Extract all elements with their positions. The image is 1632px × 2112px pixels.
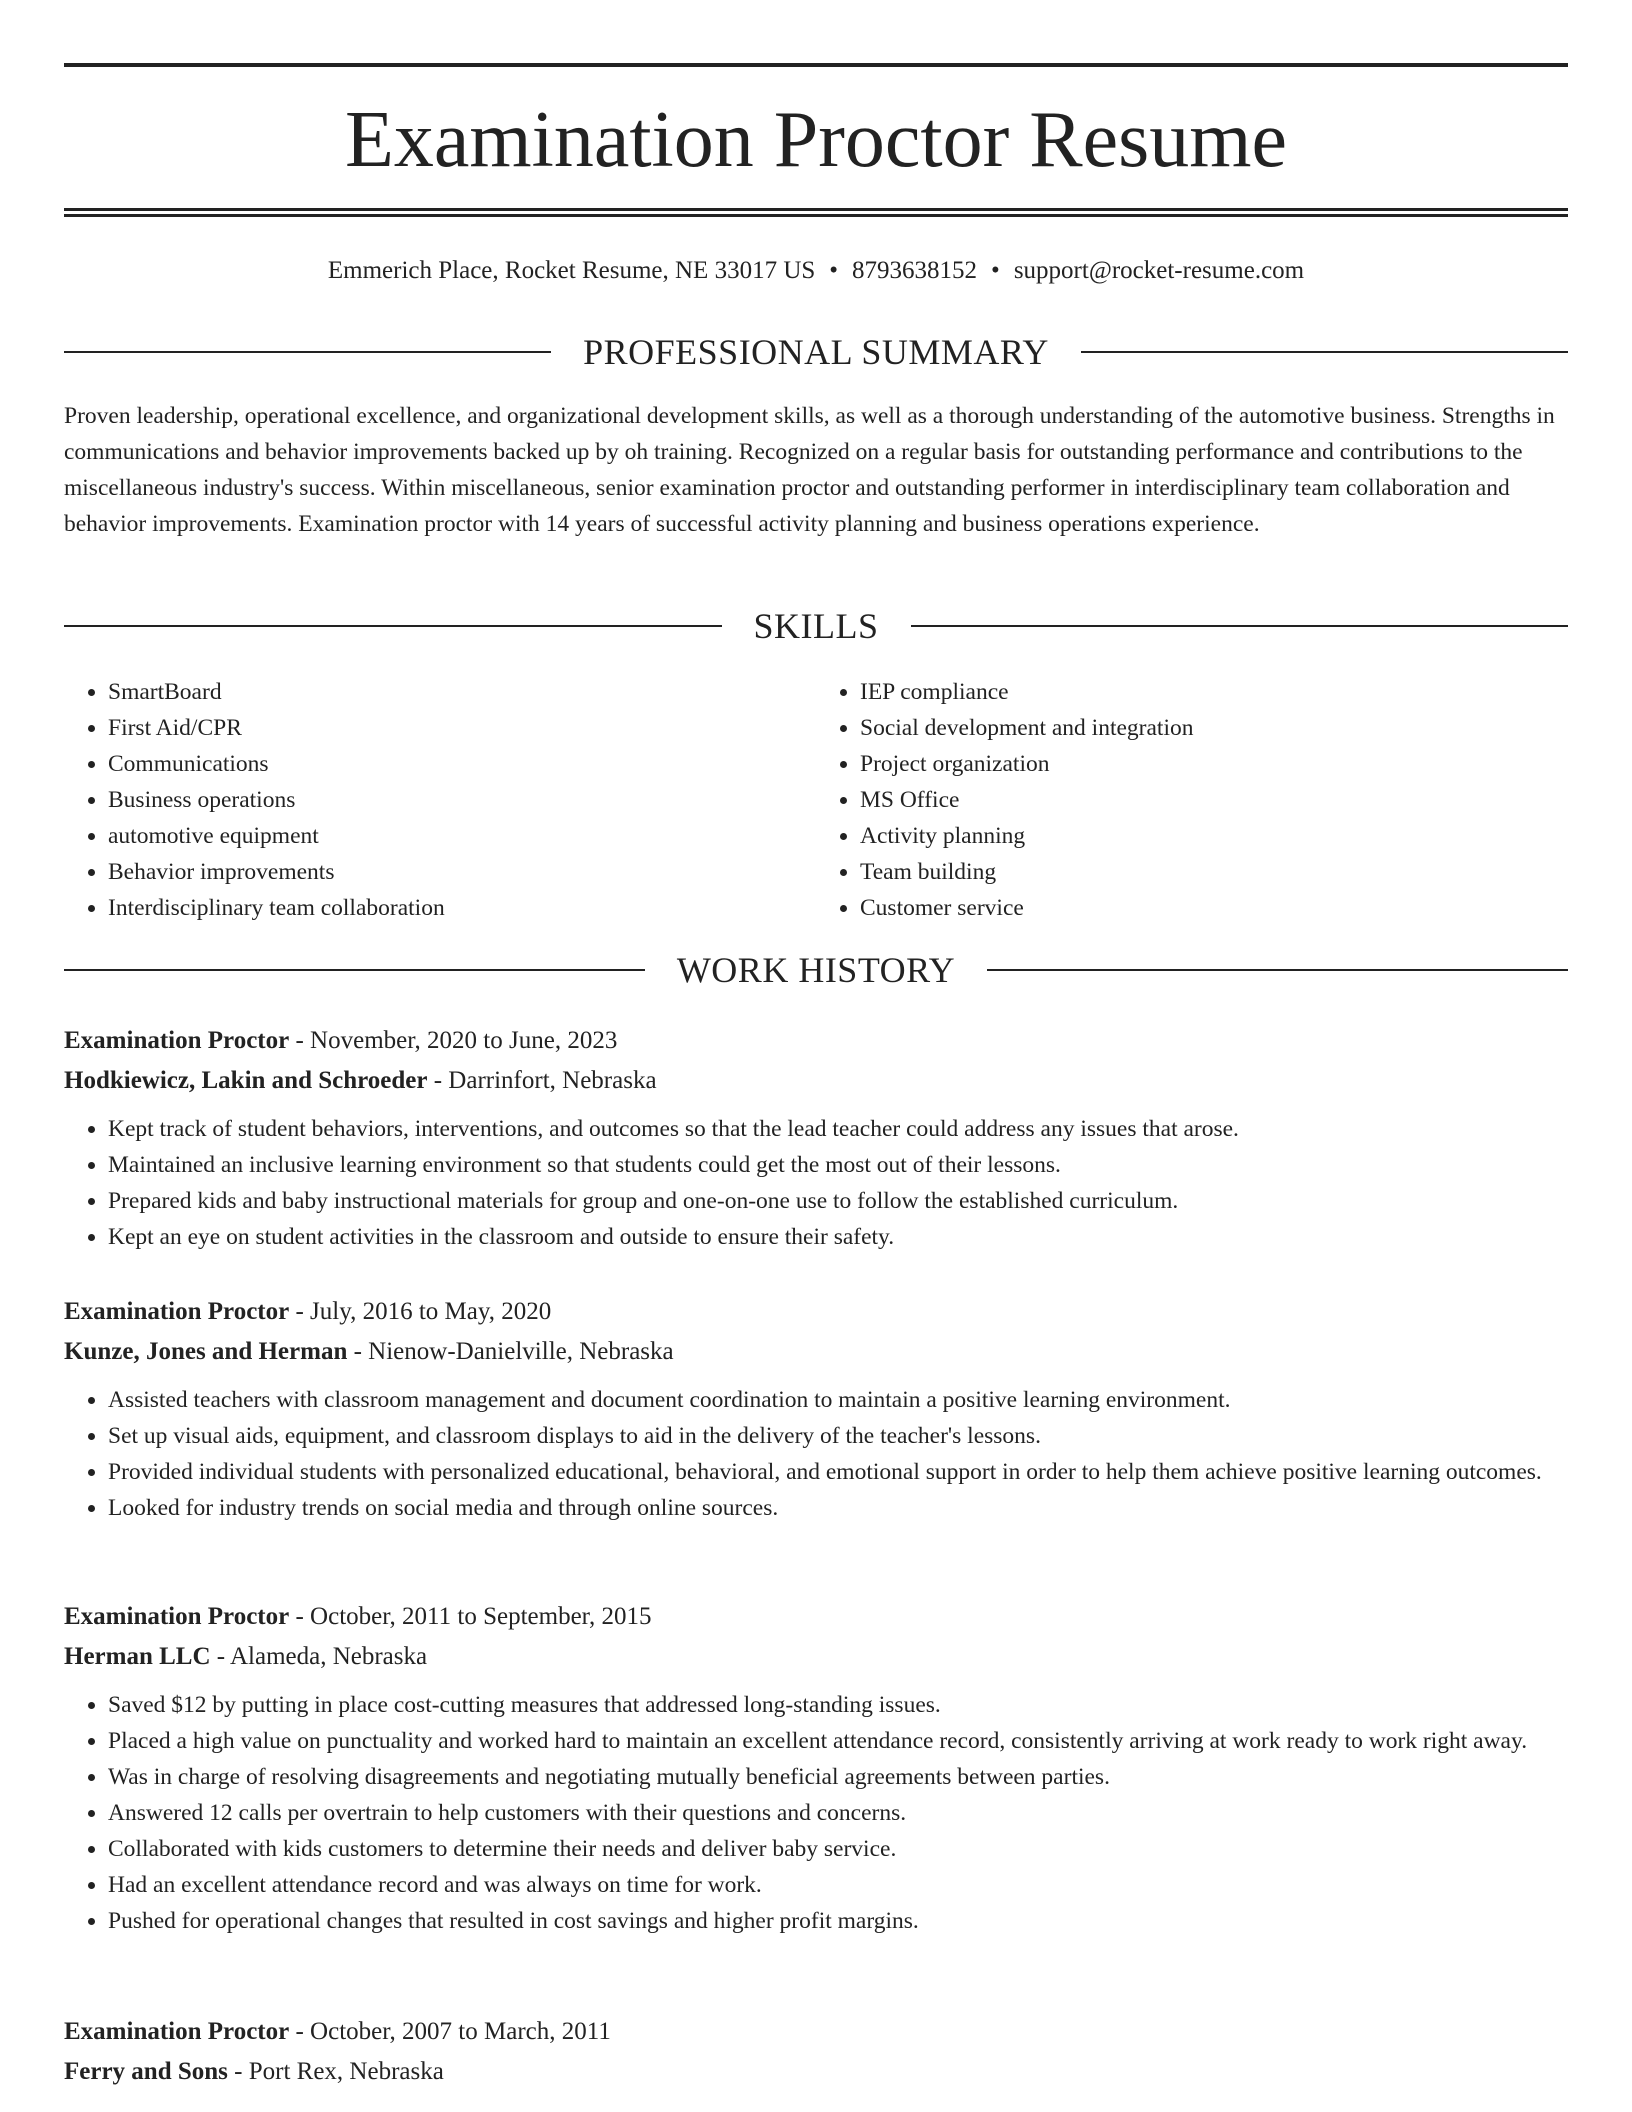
skill-item: • Interdisciplinary team collaboration (108, 890, 816, 926)
job-title-line (64, 1021, 1568, 1061)
job-company-line (64, 1637, 1568, 1677)
job-entry (64, 1292, 1568, 1526)
skill-item: • IEP compliance (860, 674, 1568, 710)
skill-item: • First Aid/CPR (108, 710, 816, 746)
job-bullet: • Placed a high value on punctuality and worked hard to maintain an excellent attendance record, consistently arriving at work ready to work right away. (108, 1723, 1568, 1759)
heading-rule-right (911, 625, 1569, 627)
job-title-line (64, 1292, 1568, 1332)
job-location: - Darrinfort, Nebraska (427, 1067, 657, 1094)
job-title: Examination Proctor (64, 2018, 290, 2045)
job-bullet: • Pushed for operational changes that resulted in cost savings and higher profit margins. (108, 1903, 1568, 1939)
skill-item: • Team building (860, 854, 1568, 890)
job-title: Examination Proctor (64, 1603, 290, 1630)
heading-rule-left (64, 351, 551, 353)
skills-heading-label: SKILLS (753, 606, 879, 646)
contact-separator: • (829, 257, 839, 284)
skill-item: • SmartBoard (108, 674, 816, 710)
job-bullet: • Answered 12 calls per overtrain to help customers with their questions and concerns. (108, 1795, 1568, 1831)
job-title-line (64, 1597, 1568, 1637)
contact-address: Emmerich Place, Rocket Resume, NE 33017 US (327, 257, 816, 284)
job-bullet: • Provided individual students with personalized educational, behavioral, and emotional support in order to help them achieve positive learning outcomes. (108, 1454, 1568, 1490)
contact-separator: • (991, 257, 1000, 284)
job-bullets (64, 1382, 1568, 1526)
skill-item: • Business operations (108, 782, 816, 818)
resume-title: Examination Proctor Resume (344, 96, 1288, 184)
skill-item: • Social development and integration (860, 710, 1568, 746)
job-bullet: • Prepared kids and baby instructional materials for group and one-on-one use to follow the established curriculum. (108, 1183, 1568, 1219)
contact-email: support@rocket-resume.com (1013, 257, 1305, 284)
job-bullets (64, 1687, 1568, 1939)
job-company: Ferry and Sons (64, 2058, 228, 2085)
skill-item: • Activity planning (860, 818, 1568, 854)
skills-column-right (816, 674, 1568, 926)
job-company-line (64, 1061, 1568, 1101)
summary-text: Proven leadership, operational excellence, and organizational development skills, as well as a thorough understanding of the automotive business. Strengths in communications and behavior improvements backed up by oh training. Recognized on a regular basis for outstanding performance and contributions to the miscellaneous industry's success. Within miscellaneous, senior examination proctor and outstanding performer in interdisciplinary team collaboration and behavior improvements. Examination proctor with 14 years of successful activity planning and business operations experience. (64, 403, 1555, 537)
job-bullet: • Kept an eye on student activities in the classroom and outside to ensure their safety. (108, 1219, 1568, 1255)
heading-rule-right (987, 969, 1568, 971)
job-dates: - October, 2007 to March, 2011 (289, 2018, 611, 2045)
summary-heading (64, 330, 1568, 374)
job-entry (64, 1597, 1568, 1939)
skill-item: • Customer service (860, 890, 1568, 926)
skills-heading (64, 604, 1568, 648)
job-dates: - July, 2016 to May, 2020 (289, 1298, 552, 1325)
contact-line (64, 254, 1568, 288)
job-bullet: • Assisted teachers with classroom management and document coordination to maintain a positive learning environment. (108, 1382, 1568, 1418)
skill-item: • MS Office (860, 782, 1568, 818)
job-title: Examination Proctor (64, 1027, 290, 1054)
job-bullets (64, 1111, 1568, 1255)
job-bullet: • Maintained an inclusive learning environment so that students could get the most out of their lessons. (108, 1147, 1568, 1183)
skills-list (64, 674, 1568, 926)
title-double-rule (64, 208, 1568, 217)
job-bullet: • Saved $12 by putting in place cost-cutting measures that addressed long-standing issues. (108, 1687, 1568, 1723)
job-bullet: • Kept track of student behaviors, interventions, and outcomes so that the lead teacher could address any issues that arose. (108, 1111, 1568, 1147)
skill-item: • automotive equipment (108, 818, 816, 854)
job-entry (64, 1021, 1568, 1255)
job-location: - Nienow-Danielville, Nebraska (347, 1338, 674, 1365)
heading-rule-left (64, 969, 645, 971)
skill-item: • Project organization (860, 746, 1568, 782)
job-bullet: • Set up visual aids, equipment, and classroom displays to aid in the delivery of the teacher's lessons. (108, 1418, 1568, 1454)
job-title: Examination Proctor (64, 1298, 290, 1325)
heading-rule-right (1081, 351, 1568, 353)
job-entry (64, 2012, 1568, 2092)
job-bullet: • Had an excellent attendance record and was always on time for work. (108, 1867, 1568, 1903)
job-dates: - November, 2020 to June, 2023 (289, 1027, 618, 1054)
contact-phone: 8793638152 (852, 257, 978, 284)
skills-column-left (64, 674, 816, 926)
job-title-line (64, 2012, 1568, 2052)
heading-rule-left (64, 625, 722, 627)
skill-item: • Communications (108, 746, 816, 782)
job-bullet: • Collaborated with kids customers to determine their needs and deliver baby service. (108, 1831, 1568, 1867)
job-location: - Alameda, Nebraska (210, 1643, 428, 1670)
job-bullet: • Looked for industry trends on social media and through online sources. (108, 1490, 1568, 1526)
job-dates: - October, 2011 to September, 2015 (289, 1603, 652, 1630)
job-company: Hodkiewicz, Lakin and Schroeder (64, 1067, 428, 1094)
job-company-line (64, 2052, 1568, 2092)
job-location: - Port Rex, Nebraska (227, 2058, 444, 2085)
work-history-heading (64, 948, 1568, 992)
top-rule (64, 63, 1568, 67)
summary-heading-label: PROFESSIONAL SUMMARY (583, 332, 1049, 372)
job-company: Herman LLC (64, 1643, 211, 1670)
job-company: Kunze, Jones and Herman (64, 1338, 348, 1365)
skill-item: • Behavior improvements (108, 854, 816, 890)
work-history-heading-label: WORK HISTORY (676, 950, 956, 990)
job-bullet: • Was in charge of resolving disagreements and negotiating mutually beneficial agreements between parties. (108, 1759, 1568, 1795)
job-company-line (64, 1332, 1568, 1372)
